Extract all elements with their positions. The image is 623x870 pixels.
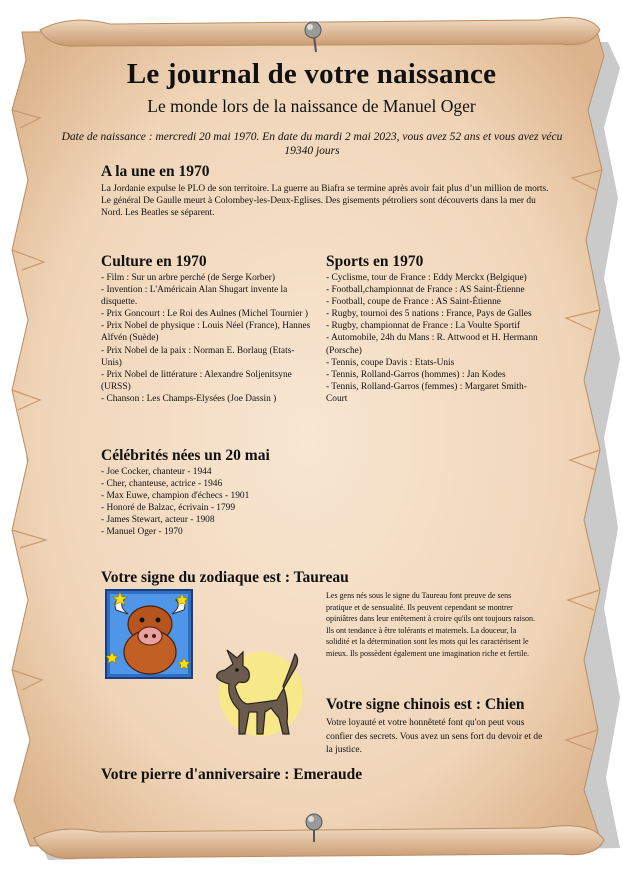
celebrities-list xyxy=(101,466,361,539)
celebrities-section xyxy=(101,447,361,539)
list-item: - Prix Nobel de littérature : Alexandre Soljenitsyne (URSS) xyxy=(101,369,292,392)
culture-section xyxy=(101,253,311,405)
culture-heading: Culture en 1970 xyxy=(101,253,207,270)
list-item: - Rugby, championnat de France : La Voulte Sportif xyxy=(326,321,521,332)
culture-list xyxy=(101,272,311,405)
list-item: - Film : Sur un arbre perché (de Serge Korber) xyxy=(101,273,275,283)
list-item: - Joe Cocker, chanteur - 1944 xyxy=(101,467,212,477)
list-item: - Prix Nobel de la paix : Norman E. Borlaug (Etats-Unis) xyxy=(101,345,295,368)
list-item: - Cher, chanteuse, actrice - 1946 xyxy=(101,479,223,490)
taurus-bull-icon xyxy=(104,588,196,680)
list-item: - Chanson : Les Champs-Elysées (Joe Dassin ) xyxy=(101,393,277,404)
list-item: - Manuel Oger - 1970 xyxy=(101,527,183,538)
sports-list xyxy=(326,272,544,405)
zodiac-heading-wrap xyxy=(101,569,441,587)
zodiac-text: Les gens nés sous le signe du Taureau font preuve de sens pratique et de sensualité. Ils peuvent cependant se montrer opiniâtres dans leur entêtement à croire qu'ils ont toujours raison. Ils ont tendance à être tolérants et maternels. La douceur, la solidité et la détermination sont les mots qui les caractérisent le mieux. Ils possèdent également une imagination riche et fertile. xyxy=(326,591,535,658)
birth-info: Date de naissance : mercredi 20 mai 1970. En date du mardi 2 mai 2023, vous avez 52 ans et vous avez vécu 19340 jours xyxy=(61,131,563,157)
une-heading: A la une en 1970 xyxy=(101,163,210,180)
list-item: - Tennis, Rolland-Garros (femmes) : Margaret Smith-Court xyxy=(326,381,527,404)
list-item: - Honoré de Balzac, écrivain - 1799 xyxy=(101,503,236,514)
list-item: - Football,championnat de France : AS Saint-Étienne xyxy=(326,285,525,296)
list-item: - Max Euwe, champion d'échecs - 1901 xyxy=(101,491,250,502)
list-item: - Tennis, coupe Davis : Etats-Unis xyxy=(326,357,455,368)
une-section xyxy=(101,163,559,219)
list-item: - Prix Nobel de physique : Louis Néel (France), Hannes Alfvén (Suède) xyxy=(101,321,311,344)
list-item: - Football, coupe de France : AS Saint-Étienne xyxy=(326,297,501,308)
list-item: - James Stewart, acteur - 1908 xyxy=(101,515,215,526)
dog-icon xyxy=(205,642,309,742)
chinese-section xyxy=(326,696,546,758)
list-item: - Prix Goncourt : Le Roi des Aulnes (Michel Tournier ) xyxy=(101,309,308,320)
celebrities-heading: Célébrités nées un 20 mai xyxy=(101,447,270,464)
stone-section xyxy=(101,766,461,784)
page-subtitle: Le monde lors de la naissance de Manuel Oger xyxy=(147,96,476,116)
list-item: - Tennis, Rolland-Garros (hommes) : Jan Kodes xyxy=(326,369,506,380)
page-title: Le journal de votre naissance xyxy=(126,58,497,90)
sports-section xyxy=(326,253,544,405)
list-item: - Automobile, 24h du Mans : R. Attwood et H. Hermann (Porsche) xyxy=(326,333,538,356)
list-item: - Rugby, tournoi des 5 nations : France, Pays de Galles xyxy=(326,309,532,320)
sports-heading: Sports en 1970 xyxy=(326,253,424,270)
zodiac-heading: Votre signe du zodiaque est : Taureau xyxy=(101,569,349,586)
chinese-text: Votre loyauté et votre honnêteté font qu'on peut vous confier des secrets. Vous avez un sens fort du devoir et de la justice. xyxy=(326,718,543,756)
list-item: - Cyclisme, tour de France : Eddy Merckx (Belgique) xyxy=(326,273,527,283)
list-item: - Invention : L'Américain Alan Shugart invente la disquette. xyxy=(101,285,288,308)
une-text: La Jordanie expulse le PLO de son territoire. La guerre au Biafra se termine après avoir fait plus d’un million de morts. Le général De Gaulle meurt à Colombey-les-Deux-Eglises. Des gisements pétroliers sont découverts dans la mer du Nord. Les Beatles se séparent. xyxy=(101,184,549,219)
chinese-heading: Votre signe chinois est : Chien xyxy=(326,696,525,713)
stone-heading: Votre pierre d'anniversaire : Emeraude xyxy=(101,766,363,783)
